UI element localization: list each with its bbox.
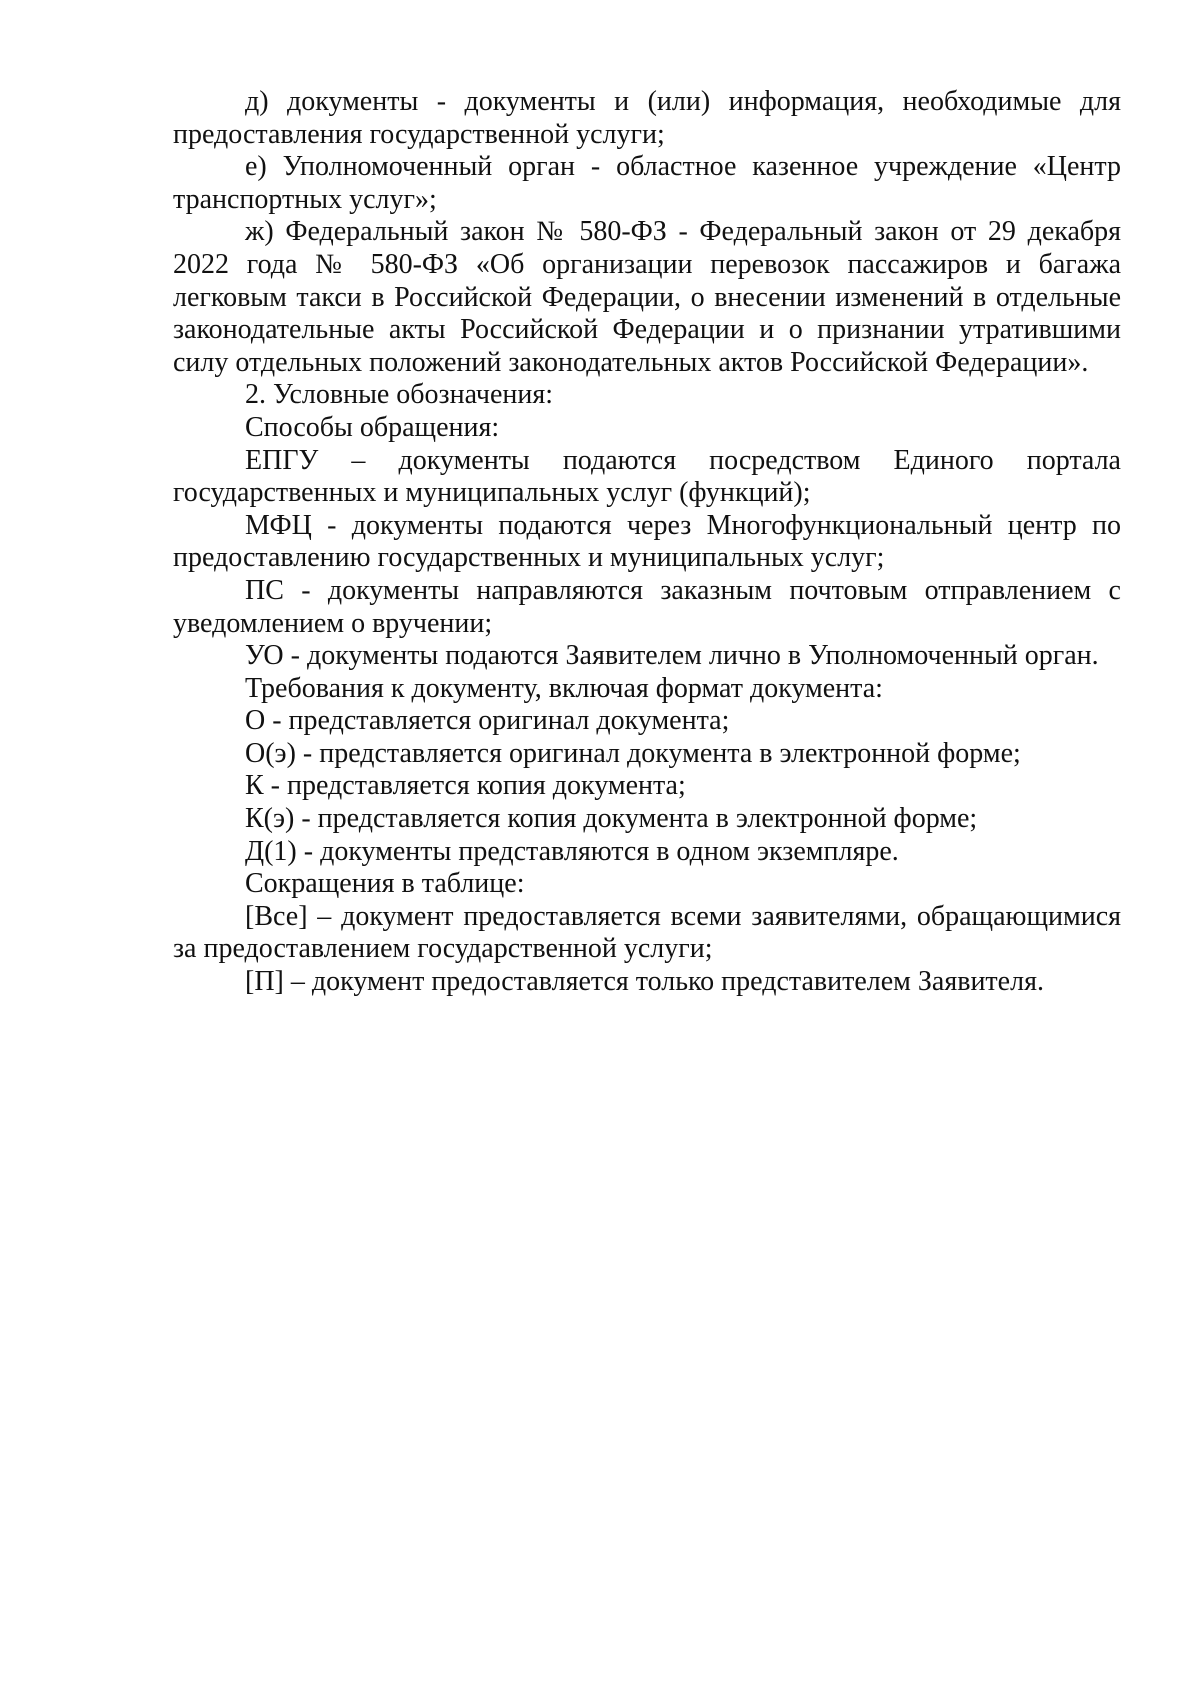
- document-requirements-heading: Требования к документу, включая формат документа:: [245, 672, 883, 704]
- definition-zh-federal-law: ж) Федеральный закон № 580-ФЗ - Федеральный закон от 29 декабря 2022 года № 580-ФЗ «Об организации перевозок пассажиров и багажа легковым такси в Российской Федерации, о внесении изменений в отдельные законодательные акты Российской Федерации и о признании утратившими силу отдельных положений законодательных актов Российской Федерации».: [173, 216, 1121, 378]
- requirement-o-e: О(э) - представляется оригинал документа в электронной форме;: [245, 737, 1021, 769]
- method-ps: ПС - документы направляются заказным почтовым отправлением с уведомлением о вручении;: [173, 574, 1121, 639]
- abbreviations-heading: Сокращения в таблице:: [245, 868, 525, 900]
- requirement-k: К - представляется копия документа;: [245, 770, 686, 802]
- definition-d-documents: д) документы - документы и (или) информация, необходимые для предоставления государственной услуги;: [173, 86, 1121, 150]
- submission-methods-heading: Способы обращения:: [245, 411, 500, 443]
- requirement-d1: Д(1) - документы представляются в одном экземпляре.: [245, 835, 899, 867]
- definition-e-authorized-body: е) Уполномоченный орган - областное казенное учреждение «Центр транспортных услуг»;: [173, 151, 1121, 215]
- abbreviation-p: [П] – документ предоставляется только представителем Заявителя.: [245, 966, 1044, 998]
- requirement-k-e: К(э) - представляется копия документа в электронной форме;: [245, 803, 978, 835]
- method-epgu: ЕПГУ – документы подаются посредством Единого портала государственных и муниципальных услуг (функций);: [173, 444, 1121, 509]
- method-uo: УО - документы подаются Заявителем лично в Уполномоченный орган.: [245, 640, 1099, 672]
- document-body: [173, 86, 1121, 999]
- method-mfc: МФЦ - документы подаются через Многофункциональный центр по предоставлению государственных и муниципальных услуг;: [173, 509, 1121, 574]
- abbreviation-all: [Все] – документ предоставляется всеми заявителями, обращающимися за предоставлением государственной услуги;: [173, 900, 1121, 965]
- requirement-o: О - представляется оригинал документа;: [245, 705, 730, 737]
- section-2-heading: 2. Условные обозначения:: [245, 379, 554, 411]
